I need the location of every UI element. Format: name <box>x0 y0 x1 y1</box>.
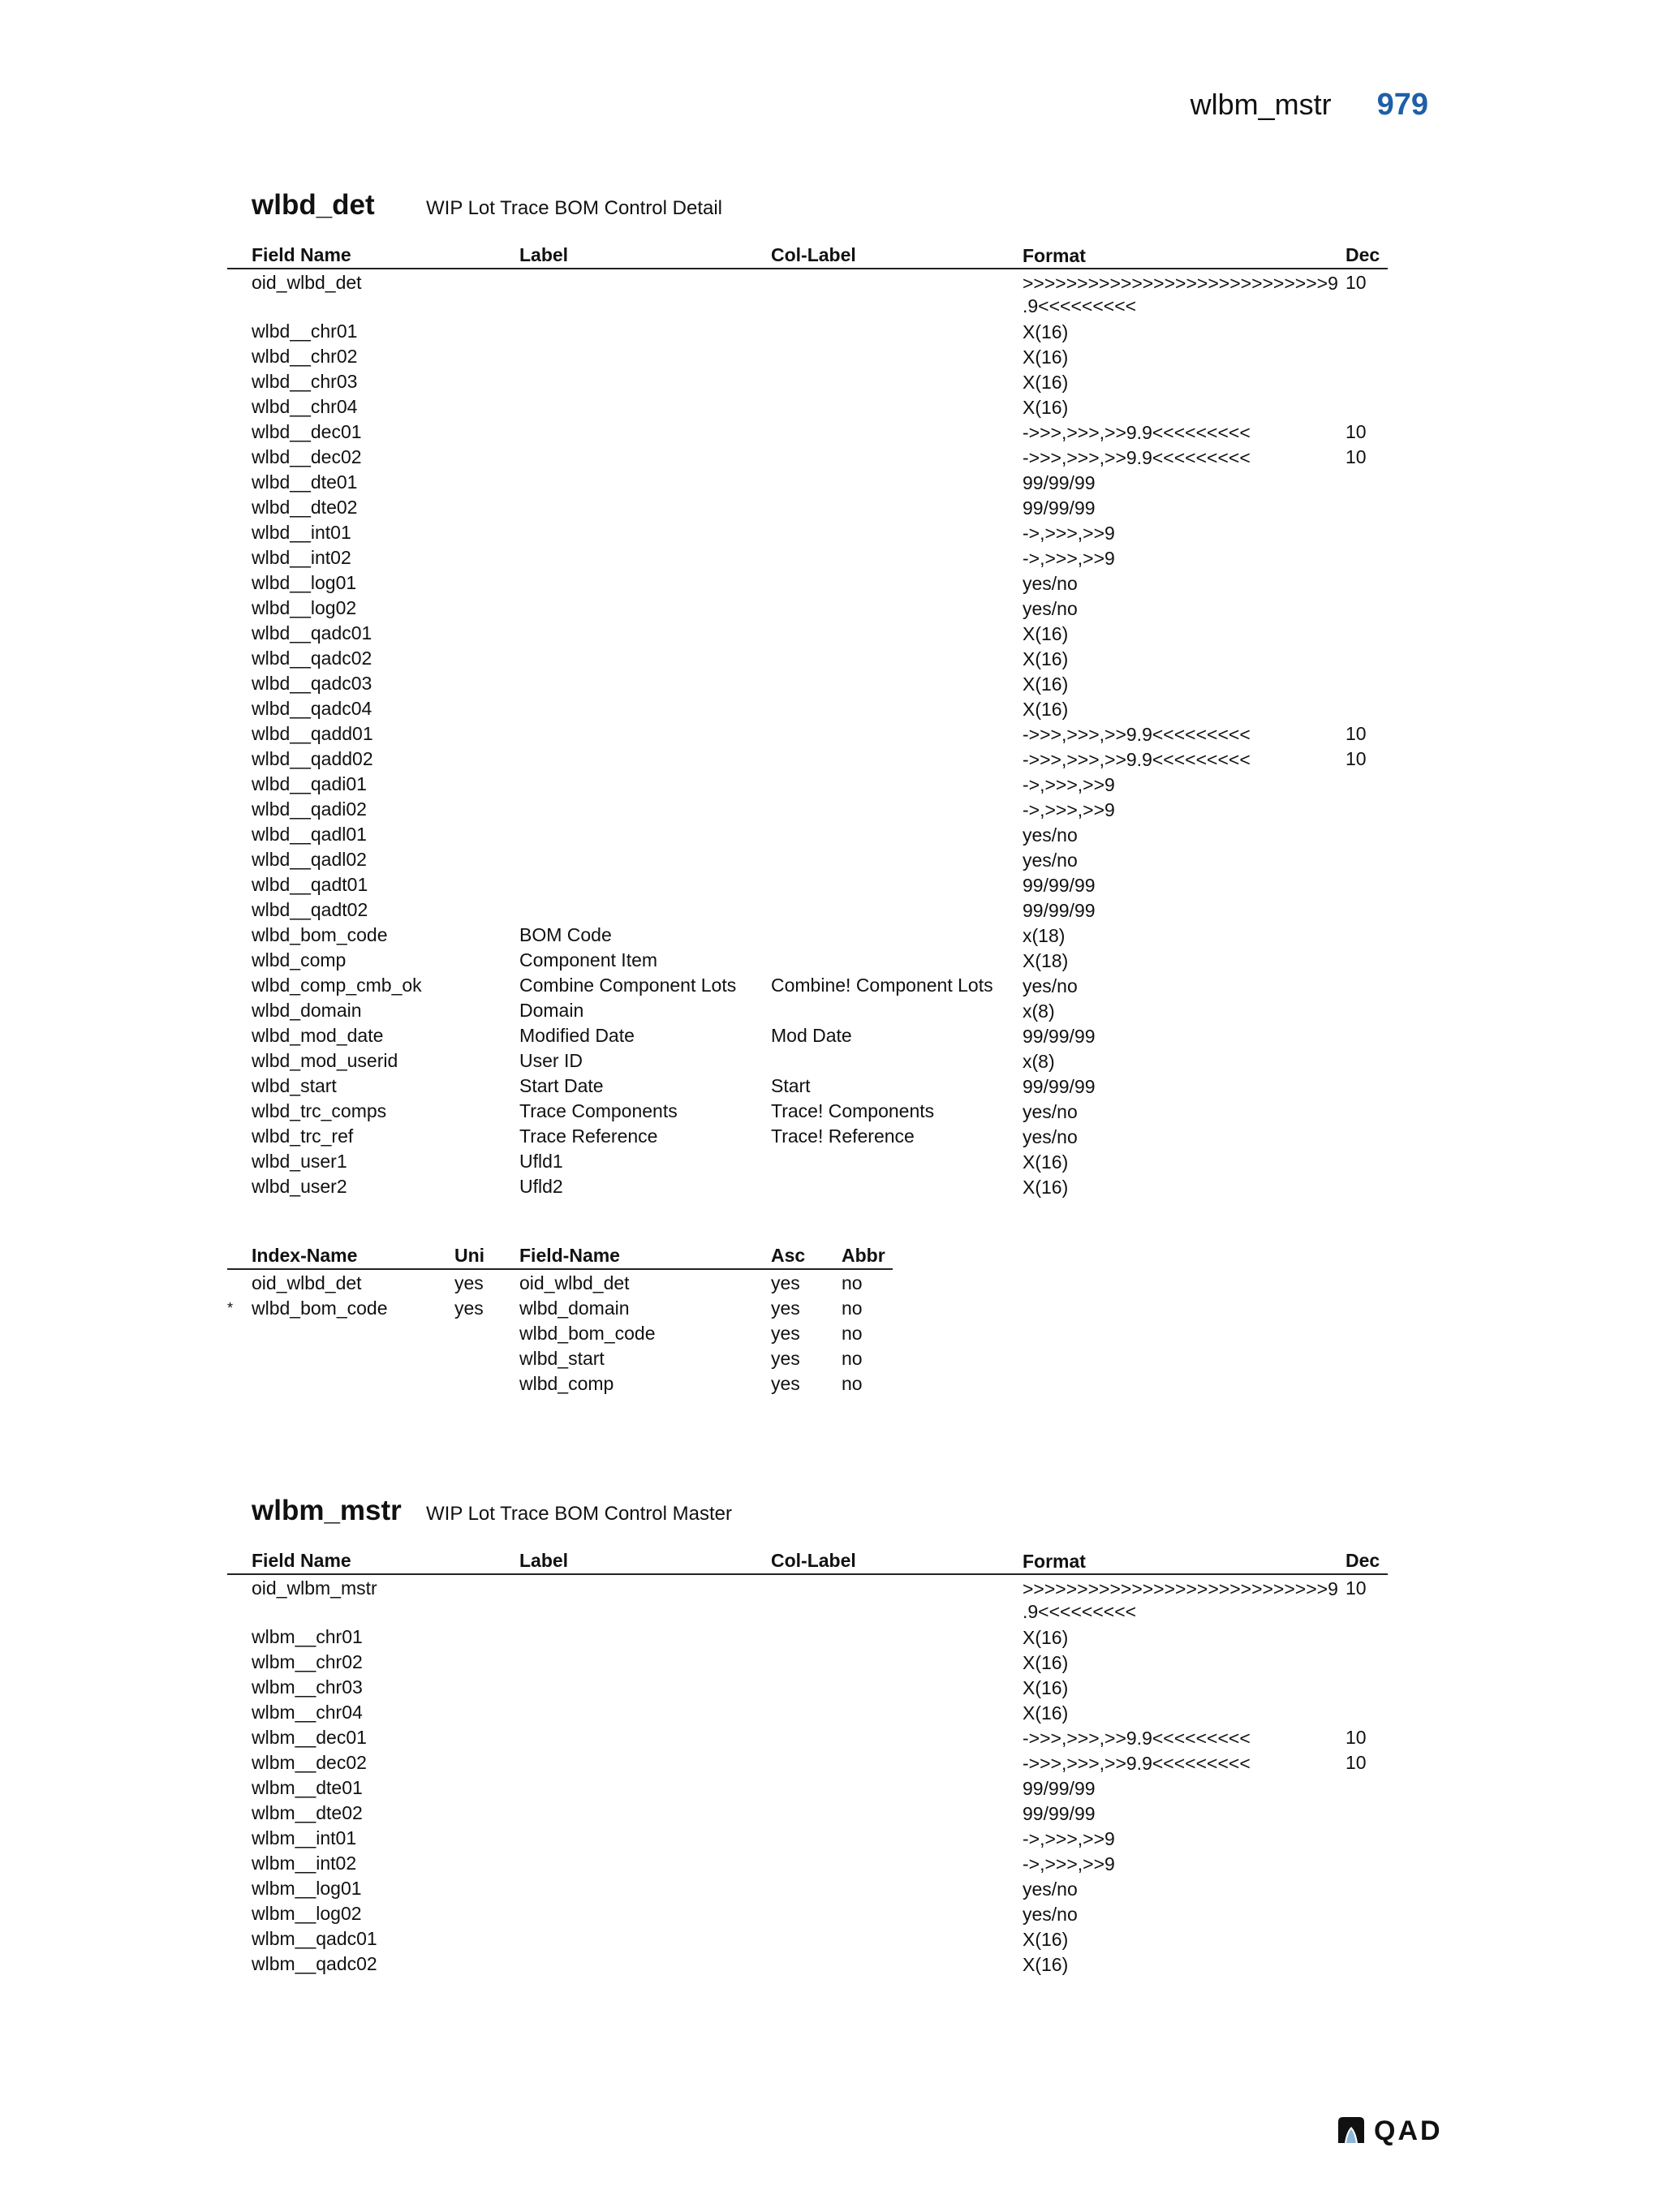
col-label-cell: Mod Date <box>771 1025 852 1046</box>
field-name-cell: wlbm__dte01 <box>252 1777 363 1798</box>
format-cell: X(16) <box>1023 1929 1069 1950</box>
format-cell: 99/99/99 <box>1023 900 1096 921</box>
dec-cell: 10 <box>1346 272 1367 293</box>
format-cell: yes/no <box>1023 1126 1078 1147</box>
table-row <box>227 570 1388 595</box>
format-cell: ->,>>>,>>9 <box>1023 1853 1115 1874</box>
table-row <box>227 1800 1388 1825</box>
format-cell: >>>>>>>>>>>>>>>>>>>>>>>>>>>>9 .9<<<<<<<<< <box>1023 1578 1338 1622</box>
field-name-cell: wlbm__chr04 <box>252 1702 363 1723</box>
table-name: wlbd_det <box>252 189 375 221</box>
format-cell: ->,>>>,>>9 <box>1023 1828 1115 1849</box>
qad-logo <box>1335 2115 1457 2148</box>
header-asc: Asc <box>771 1245 806 1266</box>
format-cell: 99/99/99 <box>1023 497 1096 519</box>
field-name-cell: wlbm__chr01 <box>252 1626 363 1647</box>
index-field-cell: wlbd_comp <box>519 1373 614 1394</box>
index-table-wlbd-det <box>227 1242 893 1396</box>
format-cell: yes/no <box>1023 573 1078 594</box>
label-cell: Ufld1 <box>519 1151 563 1172</box>
abbr-cell: no <box>842 1272 863 1293</box>
abbr-cell: no <box>842 1323 863 1344</box>
table-row <box>227 695 1388 721</box>
header-dec: Dec <box>1346 1550 1380 1571</box>
table-row <box>227 1775 1388 1800</box>
table-row <box>227 922 1388 947</box>
field-name-cell: wlbd__chr02 <box>252 346 358 367</box>
format-cell: X(16) <box>1023 648 1069 669</box>
dec-cell: 10 <box>1346 723 1367 744</box>
format-cell: X(16) <box>1023 321 1069 342</box>
table-row <box>227 796 1388 821</box>
qad-logo-icon <box>1335 2115 1367 2145</box>
table-row <box>227 746 1388 771</box>
format-cell: X(18) <box>1023 950 1069 971</box>
index-row <box>227 1320 893 1345</box>
field-name-cell: wlbd__qadc03 <box>252 673 372 694</box>
header-col-label: Col-Label <box>771 244 856 265</box>
format-cell: X(16) <box>1023 623 1069 644</box>
table-row <box>227 620 1388 645</box>
table-row <box>227 1900 1388 1926</box>
running-head <box>0 88 1428 123</box>
header-label: Label <box>519 1550 569 1571</box>
format-cell: 99/99/99 <box>1023 1076 1096 1097</box>
label-cell: BOM Code <box>519 924 612 945</box>
header-format: Format <box>1023 245 1086 266</box>
field-name-cell: oid_wlbm_mstr <box>252 1577 377 1599</box>
field-name-cell: wlbd__log01 <box>252 572 357 593</box>
table-heading <box>227 189 1388 241</box>
field-name-cell: wlbm__int02 <box>252 1853 357 1874</box>
format-cell: yes/no <box>1023 850 1078 871</box>
field-name-cell: wlbd_domain <box>252 1000 362 1021</box>
table-row <box>227 1699 1388 1724</box>
header-field-name: Field Name <box>252 1550 351 1571</box>
index-field-cell: wlbd_domain <box>519 1298 630 1319</box>
asc-cell: yes <box>771 1272 800 1293</box>
format-cell: X(16) <box>1023 1954 1069 1975</box>
format-cell: ->>>,>>>,>>9.9<<<<<<<<< <box>1023 1728 1251 1749</box>
label-cell: Start Date <box>519 1075 604 1096</box>
table-wlbd-det <box>227 189 1388 1199</box>
field-table <box>227 241 1388 1199</box>
table-row <box>227 595 1388 620</box>
label-cell: Modified Date <box>519 1025 635 1046</box>
field-name-cell: wlbd__qadd02 <box>252 748 373 769</box>
dec-cell: 10 <box>1346 1752 1367 1773</box>
table-row <box>227 821 1388 846</box>
uni-cell: yes <box>454 1298 484 1319</box>
index-field-cell: wlbd_bom_code <box>519 1323 656 1344</box>
col-label-cell: Trace! Components <box>771 1100 935 1121</box>
format-cell: x(8) <box>1023 1051 1055 1072</box>
field-name-cell: wlbd__dte01 <box>252 471 358 493</box>
label-cell: User ID <box>519 1050 583 1071</box>
index-table-header <box>227 1242 893 1270</box>
primary-index-marker: * <box>227 1300 234 1316</box>
field-name-cell: wlbd_mod_date <box>252 1025 384 1046</box>
table-row <box>227 721 1388 746</box>
field-name-cell: wlbd_trc_ref <box>252 1125 354 1147</box>
format-cell: 99/99/99 <box>1023 472 1096 493</box>
field-rows <box>227 1575 1388 1976</box>
table-row <box>227 1926 1388 1951</box>
field-rows <box>227 269 1388 1199</box>
field-name-cell: wlbd__qadl02 <box>252 849 367 870</box>
format-cell: X(16) <box>1023 397 1069 418</box>
field-name-cell: wlbd_mod_userid <box>252 1050 398 1071</box>
asc-cell: yes <box>771 1298 800 1319</box>
page-number: 979 <box>1376 88 1428 122</box>
format-cell: X(16) <box>1023 346 1069 368</box>
table-row <box>227 1825 1388 1850</box>
format-cell: x(18) <box>1023 925 1066 946</box>
dec-cell: 10 <box>1346 748 1367 769</box>
table-row <box>227 544 1388 570</box>
table-row <box>227 997 1388 1022</box>
table-row <box>227 670 1388 695</box>
field-table-header <box>227 1547 1388 1575</box>
format-cell: yes/no <box>1023 598 1078 619</box>
table-row <box>227 1575 1388 1624</box>
format-cell: ->,>>>,>>9 <box>1023 774 1115 795</box>
field-name-cell: wlbd__log02 <box>252 597 357 618</box>
field-name-cell: wlbm__dte02 <box>252 1802 363 1823</box>
format-cell: ->>>,>>>,>>9.9<<<<<<<<< <box>1023 749 1251 770</box>
field-name-cell: wlbd__qadt01 <box>252 874 368 895</box>
field-name-cell: wlbd__dec02 <box>252 446 362 467</box>
table-row <box>227 419 1388 444</box>
field-name-cell: wlbd__int02 <box>252 547 351 568</box>
col-label-cell: Start <box>771 1075 811 1096</box>
field-name-cell: wlbm__dec01 <box>252 1727 367 1748</box>
format-cell: 99/99/99 <box>1023 1778 1096 1799</box>
index-name-cell: wlbd_bom_code <box>252 1298 388 1319</box>
table-row <box>227 469 1388 494</box>
format-cell: ->>>,>>>,>>9.9<<<<<<<<< <box>1023 422 1251 443</box>
header-format: Format <box>1023 1551 1086 1572</box>
label-cell: Combine Component Lots <box>519 975 737 996</box>
label-cell: Trace Reference <box>519 1125 658 1147</box>
index-row <box>227 1371 893 1396</box>
field-name-cell: wlbd_comp_cmb_ok <box>252 975 422 996</box>
table-row <box>227 871 1388 897</box>
table-row <box>227 494 1388 519</box>
table-row <box>227 1674 1388 1699</box>
table-row <box>227 1749 1388 1775</box>
format-cell: ->>>,>>>,>>9.9<<<<<<<<< <box>1023 1753 1251 1774</box>
index-name-cell: oid_wlbd_det <box>252 1272 362 1293</box>
abbr-cell: no <box>842 1298 863 1319</box>
index-row <box>227 1270 893 1295</box>
table-row <box>227 444 1388 469</box>
field-name-cell: wlbd__qadc02 <box>252 648 372 669</box>
format-cell: X(16) <box>1023 1652 1069 1673</box>
format-cell: ->,>>>,>>9 <box>1023 799 1115 820</box>
header-abbr: Abbr <box>842 1245 885 1266</box>
dec-cell: 10 <box>1346 1577 1367 1599</box>
abbr-cell: no <box>842 1373 863 1394</box>
field-name-cell: wlbd__qadi01 <box>252 773 367 794</box>
format-cell: ->>>,>>>,>>9.9<<<<<<<<< <box>1023 447 1251 468</box>
index-row <box>227 1295 893 1320</box>
format-cell: X(16) <box>1023 1177 1069 1198</box>
format-cell: ->,>>>,>>9 <box>1023 548 1115 569</box>
field-name-cell: wlbm__chr02 <box>252 1651 363 1672</box>
table-row <box>227 846 1388 871</box>
table-row <box>227 1098 1388 1123</box>
table-description: WIP Lot Trace BOM Control Detail <box>426 197 723 219</box>
dec-cell: 10 <box>1346 446 1367 467</box>
format-cell: ->,>>>,>>9 <box>1023 523 1115 544</box>
format-cell: x(8) <box>1023 1001 1055 1022</box>
table-row <box>227 1073 1388 1098</box>
field-name-cell: wlbd__qadl01 <box>252 824 367 845</box>
table-row <box>227 343 1388 368</box>
table-row <box>227 1850 1388 1875</box>
format-cell: 99/99/99 <box>1023 875 1096 896</box>
abbr-cell: no <box>842 1348 863 1369</box>
label-cell: Domain <box>519 1000 584 1021</box>
format-cell: >>>>>>>>>>>>>>>>>>>>>>>>>>>>9 .9<<<<<<<<< <box>1023 273 1338 316</box>
format-cell: X(16) <box>1023 1702 1069 1724</box>
field-name-cell: wlbd_start <box>252 1075 337 1096</box>
field-name-cell: wlbd__qadi02 <box>252 798 367 820</box>
format-cell: X(16) <box>1023 673 1069 695</box>
field-name-cell: wlbd__qadc04 <box>252 698 372 719</box>
header-index-name: Index-Name <box>252 1245 358 1266</box>
field-name-cell: wlbm__qadc01 <box>252 1928 377 1949</box>
format-cell: X(16) <box>1023 1677 1069 1698</box>
table-name: wlbm_mstr <box>252 1495 402 1526</box>
field-name-cell: wlbm__int01 <box>252 1827 357 1848</box>
index-rows <box>227 1270 893 1396</box>
table-row <box>227 1048 1388 1073</box>
table-row <box>227 318 1388 343</box>
field-name-cell: wlbm__log01 <box>252 1878 362 1899</box>
field-name-cell: wlbd__qadd01 <box>252 723 373 744</box>
table-heading <box>227 1495 1388 1547</box>
header-dec: Dec <box>1346 244 1380 265</box>
table-row <box>227 1123 1388 1148</box>
field-name-cell: wlbd_user1 <box>252 1151 347 1172</box>
field-name-cell: wlbd__dte02 <box>252 497 358 518</box>
format-cell: yes/no <box>1023 824 1078 846</box>
header-index-field-name: Field-Name <box>519 1245 620 1266</box>
format-cell: yes/no <box>1023 1904 1078 1925</box>
table-row <box>227 1951 1388 1976</box>
format-cell: X(16) <box>1023 1151 1069 1173</box>
format-cell: X(16) <box>1023 1627 1069 1648</box>
index-field-cell: wlbd_start <box>519 1348 605 1369</box>
table-row <box>227 394 1388 419</box>
field-name-cell: wlbm__qadc02 <box>252 1953 377 1974</box>
field-name-cell: wlbd_user2 <box>252 1176 347 1197</box>
logo-text: QAD <box>1374 2115 1443 2146</box>
header-field-name: Field Name <box>252 244 351 265</box>
field-name-cell: wlbm__dec02 <box>252 1752 367 1773</box>
col-label-cell: Trace! Reference <box>771 1125 915 1147</box>
asc-cell: yes <box>771 1373 800 1394</box>
field-name-cell: wlbm__log02 <box>252 1903 362 1924</box>
table-row <box>227 897 1388 922</box>
table-row <box>227 1022 1388 1048</box>
table-row <box>227 1724 1388 1749</box>
field-name-cell: wlbd__dec01 <box>252 421 362 442</box>
table-row <box>227 972 1388 997</box>
table-row <box>227 368 1388 394</box>
dec-cell: 10 <box>1346 1727 1367 1748</box>
format-cell: 99/99/99 <box>1023 1803 1096 1824</box>
label-cell: Component Item <box>519 949 658 970</box>
header-uni: Uni <box>454 1245 485 1266</box>
table-description: WIP Lot Trace BOM Control Master <box>426 1503 733 1525</box>
running-head-title: wlbm_mstr <box>1190 88 1332 121</box>
table-wlbm-mstr <box>227 1495 1388 1976</box>
label-cell: Trace Components <box>519 1100 678 1121</box>
format-cell: yes/no <box>1023 1878 1078 1900</box>
index-row <box>227 1345 893 1371</box>
uni-cell: yes <box>454 1272 484 1293</box>
table-row <box>227 519 1388 544</box>
field-table <box>227 1547 1388 1976</box>
format-cell: yes/no <box>1023 1101 1078 1122</box>
field-name-cell: wlbd_trc_comps <box>252 1100 387 1121</box>
dec-cell: 10 <box>1346 421 1367 442</box>
label-cell: Ufld2 <box>519 1176 563 1197</box>
table-row <box>227 1875 1388 1900</box>
table-row <box>227 645 1388 670</box>
asc-cell: yes <box>771 1348 800 1369</box>
field-table-header <box>227 241 1388 269</box>
format-cell: ->>>,>>>,>>9.9<<<<<<<<< <box>1023 724 1251 745</box>
field-name-cell: wlbd__chr04 <box>252 396 358 417</box>
format-cell: X(16) <box>1023 372 1069 393</box>
col-label-cell: Combine! Component Lots <box>771 975 993 996</box>
field-name-cell: oid_wlbd_det <box>252 272 362 293</box>
table-row <box>227 1173 1388 1199</box>
field-name-cell: wlbd__chr01 <box>252 321 358 342</box>
header-col-label: Col-Label <box>771 1550 856 1571</box>
table-row <box>227 947 1388 972</box>
asc-cell: yes <box>771 1323 800 1344</box>
index-field-cell: oid_wlbd_det <box>519 1272 630 1293</box>
format-cell: 99/99/99 <box>1023 1026 1096 1047</box>
table-row <box>227 1649 1388 1674</box>
format-cell: X(16) <box>1023 699 1069 720</box>
field-name-cell: wlbm__chr03 <box>252 1676 363 1698</box>
table-row <box>227 269 1388 318</box>
format-cell: yes/no <box>1023 975 1078 996</box>
field-name-cell: wlbd__chr03 <box>252 371 358 392</box>
table-row <box>227 1624 1388 1649</box>
field-name-cell: wlbd_bom_code <box>252 924 388 945</box>
header-label: Label <box>519 244 569 265</box>
field-name-cell: wlbd__int01 <box>252 522 351 543</box>
field-name-cell: wlbd__qadc01 <box>252 622 372 643</box>
table-row <box>227 771 1388 796</box>
field-name-cell: wlbd__qadt02 <box>252 899 368 920</box>
field-name-cell: wlbd_comp <box>252 949 347 970</box>
table-row <box>227 1148 1388 1173</box>
